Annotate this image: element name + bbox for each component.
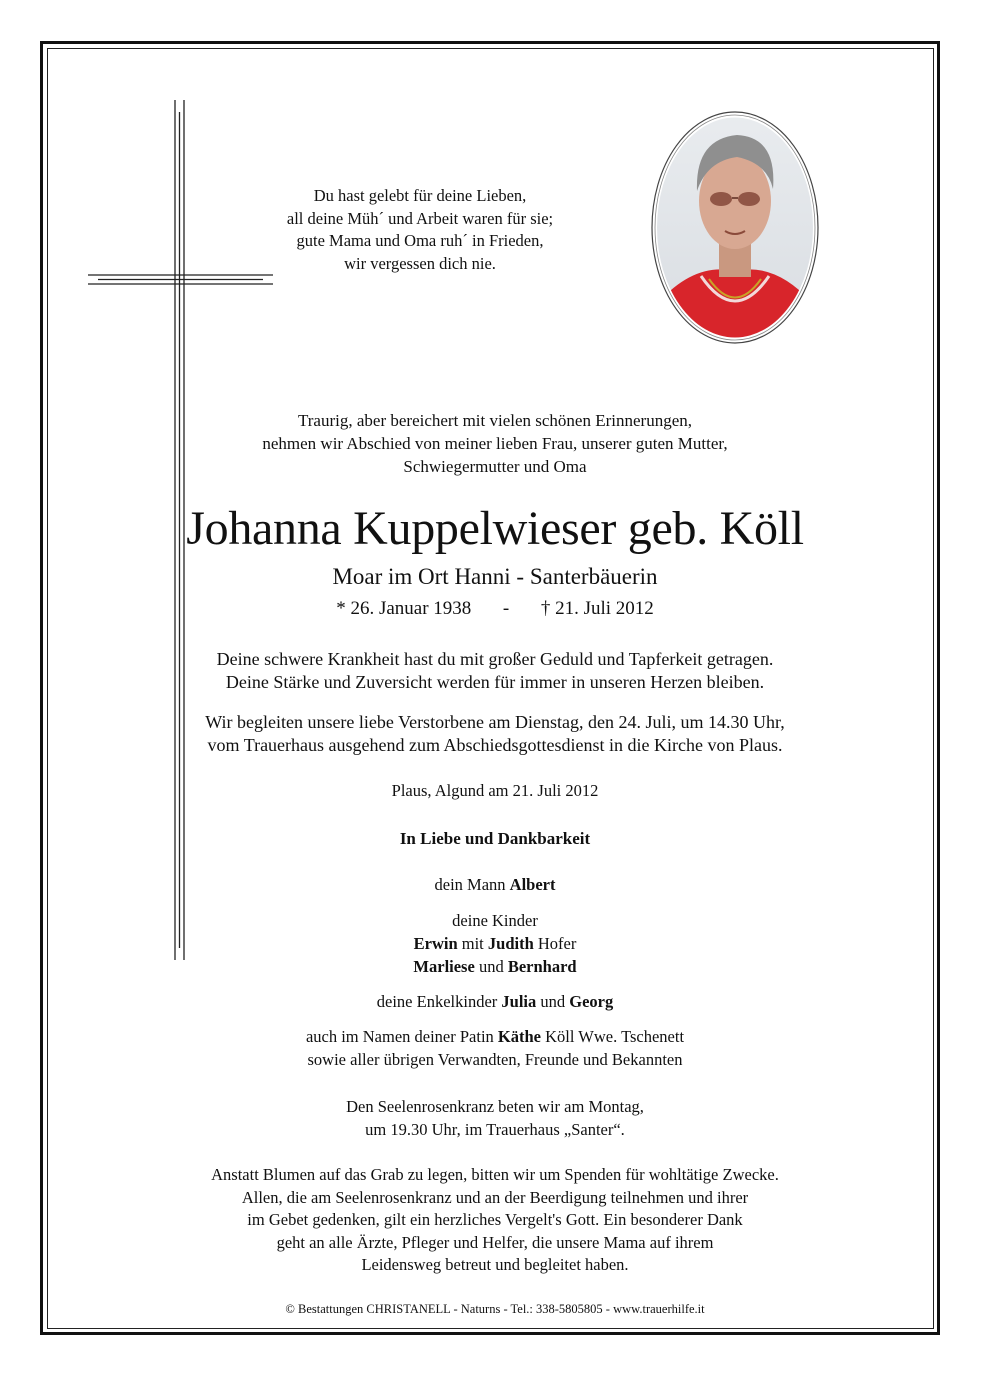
rosary-line: Den Seelenrosenkranz beten wir am Montag, <box>346 1097 644 1116</box>
love-line: In Liebe und Dankbarkeit <box>399 829 591 848</box>
intro-text <box>100 409 890 478</box>
funeral-line: Wir begleiten unsere liebe Verstorbene am Dienstag, den 24. Juli, um 14.30 Uhr, <box>205 712 785 732</box>
life-dates <box>100 596 890 622</box>
thanks-line: Leidensweg betreut und begleitet haben. <box>361 1255 629 1274</box>
poem <box>270 185 570 275</box>
husband-name: Albert <box>509 875 556 894</box>
poem-line: wir vergessen dich nie. <box>344 253 496 273</box>
child-name: Erwin <box>413 934 458 953</box>
intro-line: Schwiegermutter und Oma <box>403 457 587 476</box>
thanks-line: geht an alle Ärzte, Pfleger und Helfer, die unsere Mama auf ihrem <box>276 1232 714 1252</box>
rosary-notice <box>100 1096 890 1141</box>
connector-text: und <box>540 992 566 1011</box>
child-partner-name: Judith <box>487 934 534 953</box>
connector-text: und <box>478 957 504 976</box>
child-name: Bernhard <box>507 957 577 976</box>
portrait-photo <box>651 111 819 344</box>
death-date: † 21. Juli 2012 <box>540 598 654 619</box>
surname-text: Hofer <box>537 934 577 953</box>
place-date: Plaus, Algund am 21. Juli 2012 <box>391 781 599 800</box>
godmother-surname: Köll Wwe. Tschenett <box>545 1027 685 1046</box>
children-block <box>100 909 890 978</box>
thanks-paragraph <box>100 1164 890 1277</box>
poem-line: all deine Müh´ und Arbeit waren für sie; <box>286 208 554 228</box>
husband-line <box>100 874 890 896</box>
deceased-subtitle: Moar im Ort Hanni - Santerbäuerin <box>332 564 658 589</box>
poem-line: Du hast gelebt für deine Lieben, <box>313 186 527 205</box>
footer-credit: © Bestattungen CHRISTANELL - Naturns - Tel.: 338-5805805 - www.trauerhilfe.it <box>285 1302 705 1316</box>
funeral-paragraph <box>100 711 890 757</box>
godchild-prefix: auch im Namen deiner Patin <box>305 1027 494 1046</box>
children-line <box>100 932 890 955</box>
connector-text: mit <box>461 934 484 953</box>
tribute-paragraph <box>100 648 890 694</box>
poem-line: gute Mama und Oma ruh´ in Frieden, <box>296 231 544 250</box>
tribute-line: Deine Stärke und Zuversicht werden für immer in unseren Herzen bleiben. <box>225 672 765 692</box>
husband-prefix: dein Mann <box>434 875 506 894</box>
birth-date: * 26. Januar 1938 <box>336 598 472 619</box>
intro-line: nehmen wir Abschied von meiner lieben Frau, unserer guten Mutter, <box>262 434 728 453</box>
relatives-line: sowie aller übrigen Verwandten, Freunde und Bekannten <box>307 1049 683 1069</box>
grandchild-name: Julia <box>501 992 537 1011</box>
relatives-block <box>100 1026 890 1071</box>
grandchildren-prefix: deine Enkelkinder <box>376 992 498 1011</box>
funeral-line: vom Trauerhaus ausgehend zum Abschiedsgottesdienst in die Kirche von Plaus. <box>207 735 783 755</box>
date-separator: - <box>502 598 510 619</box>
thanks-line: im Gebet gedenken, gilt ein herzliches Vergelt's Gott. Ein besonderer Dank <box>247 1210 743 1229</box>
grandchild-name: Georg <box>569 992 614 1011</box>
godchild-line <box>100 1026 890 1049</box>
children-heading: deine Kinder <box>452 911 538 930</box>
intro-line: Traurig, aber bereichert mit vielen schönen Erinnerungen, <box>297 411 692 430</box>
grandchildren-line <box>100 991 890 1013</box>
tribute-line: Deine schwere Krankheit hast du mit großer Geduld und Tapferkeit getragen. <box>216 649 774 669</box>
rosary-line: um 19.30 Uhr, im Trauerhaus „Santer“. <box>365 1119 625 1139</box>
child-name: Marliese <box>413 957 475 976</box>
children-line <box>100 955 890 978</box>
thanks-line: Anstatt Blumen auf das Grab zu legen, bitten wir um Spenden für wohltätige Zwecke. <box>211 1165 779 1184</box>
thanks-line: Allen, die am Seelenrosenkranz und an der Beerdigung teilnehmen und ihrer <box>241 1187 749 1207</box>
godmother-name: Käthe <box>497 1027 542 1046</box>
deceased-name: Johanna Kuppelwieser geb. Köll <box>186 502 804 555</box>
